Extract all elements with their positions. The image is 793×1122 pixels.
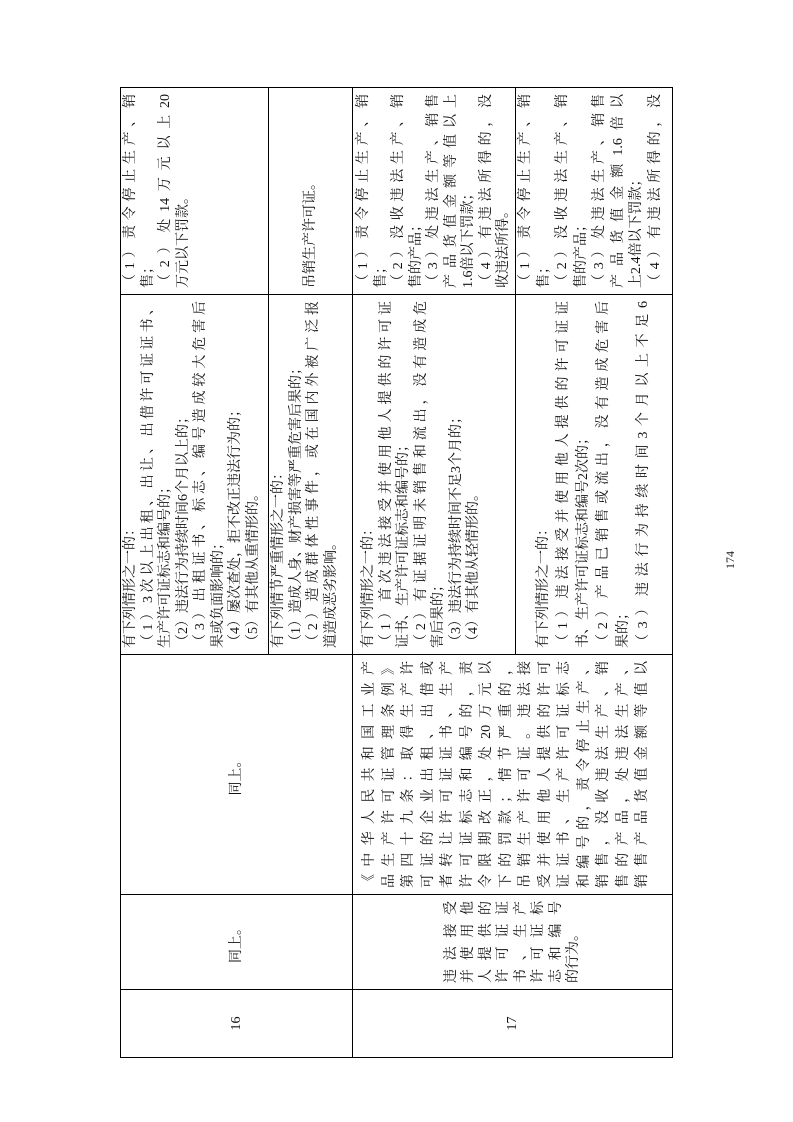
text-line: （4）有其他从轻情形的。 xyxy=(466,487,481,648)
text-line: 有下列情形之一的： xyxy=(536,522,551,648)
text-line: （1）责令停止生产、销 xyxy=(518,94,533,288)
text-line: （5）有其他从重情形的。 xyxy=(245,487,261,648)
text-line: （1）造成人身、财产损害等严重危害后果的； xyxy=(288,361,304,648)
text-line: （2）有证据证明未销售和流出，没有造成危 xyxy=(413,301,429,648)
cell-penalty-16-a xyxy=(121,87,269,294)
text-line: 第四十九条：取得生产许 xyxy=(401,661,416,888)
text-line: 害后果的； xyxy=(431,578,446,648)
text-line: 许可证标 xyxy=(531,901,546,983)
text-line: 《中华人民共和国工业产 xyxy=(362,661,377,888)
text-line: 品生产许可证管理条例》 xyxy=(381,661,397,888)
text-line: 可证的企业出租、出借或 xyxy=(420,661,436,888)
cell-basis-16 xyxy=(121,654,353,894)
cell-penalty-16-b xyxy=(269,87,353,294)
text-line: 售； xyxy=(140,260,156,288)
text-line: 证书、生产许可证标志和编号的； xyxy=(396,438,411,648)
text-line: （2）没收违法生产、销 xyxy=(555,94,570,288)
text-line: 吊销生产许可证。 xyxy=(302,176,318,288)
text-line: （2）产品已销售或流出，没有造成危害后 xyxy=(596,301,611,648)
text-line: 书、生产许可证标志和编号2次的； xyxy=(576,431,591,648)
row-number: 16 xyxy=(228,1016,244,1031)
page-number: 174 xyxy=(723,551,737,569)
text-line: 售的产品； xyxy=(573,218,589,288)
text-line: 下的罚款；情节严重的， xyxy=(498,661,514,888)
cell-violation-16 xyxy=(121,894,353,989)
text-line: 道造成恶劣影响。 xyxy=(323,536,339,648)
cell-basis-17 xyxy=(353,654,673,894)
text-line: （2）违法行为持续时间6个月以上的； xyxy=(175,410,191,648)
text-line: （1）首次违法接受并使用他人提供的许可证 xyxy=(378,301,394,648)
text-line: （3）违法行为持续时间3个月以上不足6 xyxy=(636,301,651,648)
text-line: 者转让许可证证书、生产 xyxy=(440,661,455,888)
cell-penalty-17-b xyxy=(516,87,673,294)
text-line: （3）违法行为持续时间不足3个月的； xyxy=(448,410,464,648)
text-line: （2）造成群体性事件，或在国内外被广泛报 xyxy=(306,301,321,648)
text-line: 并使用他 xyxy=(461,901,476,983)
text-line: 受并使用他人提供的许可 xyxy=(537,661,553,888)
text-line: 许可证标志和编号的，责 xyxy=(459,661,475,888)
text-line: （1）责令停止生产、销 xyxy=(123,94,138,288)
text-line: 1.6倍以下罚款； xyxy=(461,186,476,288)
text-line: （3）处违法生产、销售 xyxy=(426,94,441,288)
row-number: 17 xyxy=(504,1016,520,1031)
cell-penalty-17-a xyxy=(353,87,516,294)
cell-situation-17-b xyxy=(516,294,673,654)
text-line: （2）没收违法生产、销 xyxy=(391,94,406,288)
text-line: 志和编号 xyxy=(548,901,564,983)
text-line: （3）出租证书、标志、编号造成较大危害后 xyxy=(193,301,208,648)
regulation-table xyxy=(120,87,673,1058)
text-line: （1）违法接受并使用他人提供的许可证证 xyxy=(556,301,571,648)
text-line: 人提供的 xyxy=(478,901,494,983)
text-line: 有下列情形之一的： xyxy=(361,522,376,648)
text-line: 产品货值金额等值以上 xyxy=(443,94,459,288)
text-line: 万元以下罚款。 xyxy=(175,190,191,288)
cell-seq-16 xyxy=(121,989,353,1057)
text-line: 销售，没收违法生产、销 xyxy=(596,661,611,888)
text-line: （4）有违法所得的，没 xyxy=(478,94,494,288)
text-line: 产品货值金额1.6倍以 xyxy=(610,94,626,288)
text-line: 令限期改正，处20万元以 xyxy=(479,661,494,888)
text-line: 有下列情形之一的： xyxy=(123,522,138,648)
text-line: （3）处违法生产、销售 xyxy=(592,94,607,288)
text-line: 证证书、生产许可证标志 xyxy=(557,661,572,888)
text-line: 的行为。 xyxy=(566,927,581,983)
text-line: 和编号的，责令停止生产、 xyxy=(576,661,592,888)
text-line: 有下列情节严重情形之一的： xyxy=(271,466,286,648)
text-line: （4）有违法所得的，没 xyxy=(647,94,663,288)
text-line: （1）3次以上出租、出让、出借许可证证书、 xyxy=(140,301,156,648)
violation-text: 同上。 xyxy=(228,921,244,963)
cell-situation-16-b xyxy=(269,294,353,654)
cell-situation-16-a xyxy=(121,294,269,654)
text-line: 许可证证 xyxy=(496,901,511,983)
text-line: 书、生产 xyxy=(513,901,529,983)
cell-violation-17 xyxy=(353,894,673,989)
text-line: 生产许可证标志和编号的； xyxy=(158,480,173,648)
text-line: 售； xyxy=(536,260,552,288)
cell-seq-17 xyxy=(353,989,673,1057)
text-line: 销售产品货值金额等值以 xyxy=(635,661,650,888)
text-line: 吊销生产许可证。违法接 xyxy=(518,661,533,888)
text-line: （1）责令停止生产、销 xyxy=(356,94,371,288)
text-line: （4）屡次查处，拒不改正违法行为的； xyxy=(228,403,243,648)
text-line: 果或负面影响的； xyxy=(210,536,226,648)
cell-situation-17-a xyxy=(353,294,516,654)
text-line: 收违法所得。 xyxy=(496,204,511,288)
text-line: 售的产品，处违法生产、 xyxy=(615,661,631,888)
text-line: 果的； xyxy=(616,606,631,648)
basis-text: 同上。 xyxy=(228,753,244,796)
text-line: 上2.4倍以下罚款； xyxy=(629,172,644,288)
text-line: （2）处14万元以上20 xyxy=(158,94,173,288)
text-line: 违法接受 xyxy=(443,901,459,983)
text-line: 售； xyxy=(373,260,389,288)
text-line: 售的产品； xyxy=(408,218,424,288)
